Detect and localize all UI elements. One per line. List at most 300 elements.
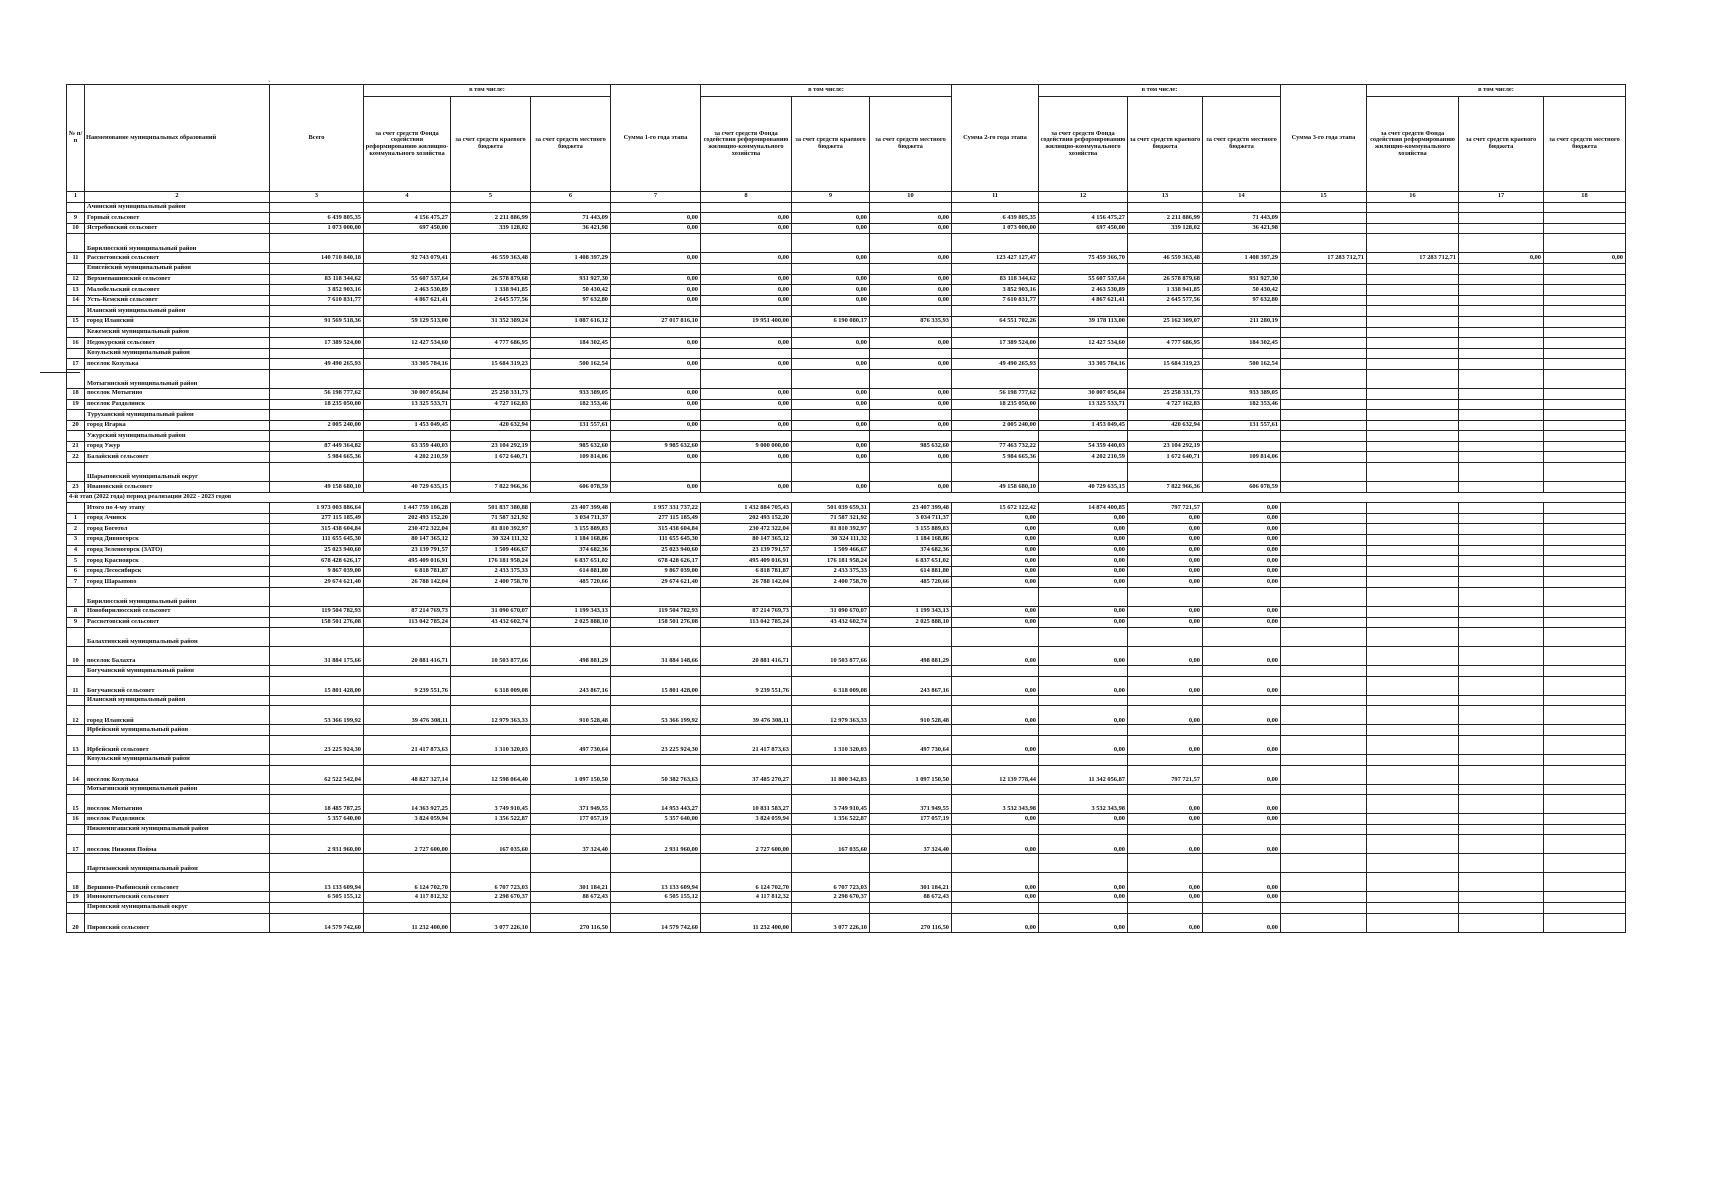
empty-cell	[701, 824, 792, 835]
municipality-name: Горный сельсовет	[85, 213, 270, 224]
amount-cell: 0,00	[611, 295, 701, 306]
amount-cell	[1459, 765, 1544, 784]
empty-cell	[1367, 410, 1459, 421]
empty-cell	[701, 369, 792, 388]
header-mest: за счет средств местного бюджета	[1203, 97, 1281, 192]
column-number: 6	[531, 192, 611, 203]
empty-cell	[1544, 463, 1626, 482]
amount-cell: 9 867 039,00	[611, 566, 701, 577]
empty-cell	[1459, 666, 1544, 677]
amount-cell: 371 949,55	[531, 795, 611, 814]
amount-cell: 1 073 000,00	[270, 223, 364, 234]
amount-cell: 3 532 343,98	[952, 795, 1039, 814]
empty-cell	[1203, 784, 1281, 795]
empty-cell	[1367, 234, 1459, 253]
amount-cell	[1367, 441, 1459, 452]
empty-cell	[1203, 348, 1281, 359]
empty-cell	[1203, 369, 1281, 388]
amount-cell	[1367, 513, 1459, 524]
amount-cell: 0,00	[952, 676, 1039, 695]
amount-cell: 0,00	[701, 213, 792, 224]
amount-cell: 64 551 702,26	[952, 316, 1039, 327]
amount-cell: 37 324,40	[531, 835, 611, 854]
budget-table-container	[66, 84, 1626, 933]
amount-cell: 0,00	[1128, 835, 1203, 854]
empty-cell	[270, 463, 364, 482]
amount-cell: 6 190 080,17	[792, 316, 870, 327]
amount-cell: 0,00	[1039, 873, 1128, 892]
amount-cell: 14 579 742,60	[270, 913, 364, 932]
amount-cell: 0,00	[1203, 566, 1281, 577]
amount-cell: 876 335,93	[870, 316, 952, 327]
amount-cell: 1 199 343,13	[870, 607, 952, 618]
amount-cell: 3 749 910,45	[792, 795, 870, 814]
row-number: 23	[67, 482, 85, 493]
amount-cell	[1544, 285, 1626, 296]
amount-cell: 0,00	[792, 359, 870, 370]
budget-table	[66, 84, 1626, 933]
amount-cell	[1367, 814, 1459, 825]
empty-cell	[792, 666, 870, 677]
amount-cell: 0,00	[952, 913, 1039, 932]
amount-cell: 6 837 651,02	[870, 556, 952, 567]
amount-cell: 0,00	[1128, 676, 1203, 695]
amount-cell: 119 504 782,93	[270, 607, 364, 618]
amount-cell	[1544, 735, 1626, 754]
amount-cell: 0,00	[870, 452, 952, 463]
amount-cell: 14 874 400,85	[1039, 503, 1128, 514]
empty-cell	[952, 327, 1039, 338]
empty-cell	[1367, 588, 1459, 607]
amount-cell	[1367, 892, 1459, 903]
district-name: Иланский муниципальный район	[85, 306, 270, 317]
empty-cell	[701, 666, 792, 677]
empty-cell	[531, 327, 611, 338]
amount-cell: 1 356 522,87	[451, 814, 531, 825]
amount-cell	[1367, 676, 1459, 695]
amount-cell: 301 184,21	[870, 873, 952, 892]
table-row	[67, 295, 1626, 306]
empty-cell	[1459, 306, 1544, 317]
amount-cell: 43 432 602,74	[451, 617, 531, 628]
amount-cell: 0,00	[701, 482, 792, 493]
amount-cell: 123 427 127,47	[952, 253, 1039, 264]
empty-cell	[270, 588, 364, 607]
empty-cell	[870, 725, 952, 736]
row-number: 12	[67, 706, 85, 725]
empty-cell	[1459, 369, 1544, 388]
amount-cell: 111 655 645,30	[611, 535, 701, 546]
amount-cell	[1544, 577, 1626, 588]
empty-cell	[1544, 431, 1626, 442]
empty-cell	[1459, 754, 1544, 765]
empty-cell	[1367, 824, 1459, 835]
row-number: 15	[67, 795, 85, 814]
municipality-name: Балайский сельсовет	[85, 452, 270, 463]
amount-cell: 6 439 805,35	[952, 213, 1039, 224]
amount-cell: 0,00	[701, 452, 792, 463]
amount-cell: 0,00	[792, 399, 870, 410]
amount-cell: 0,00	[611, 420, 701, 431]
amount-cell	[1544, 482, 1626, 493]
amount-cell	[1367, 274, 1459, 285]
amount-cell: 2 645 577,56	[1128, 295, 1203, 306]
amount-cell: 0,00	[952, 647, 1039, 666]
empty-cell	[364, 431, 451, 442]
amount-cell: 495 409 016,91	[701, 556, 792, 567]
amount-cell: 4 117 812,32	[364, 892, 451, 903]
empty-cell	[1128, 666, 1203, 677]
amount-cell	[1544, 295, 1626, 306]
amount-cell: 797 721,57	[1128, 503, 1203, 514]
amount-cell	[1281, 814, 1367, 825]
empty-cell	[611, 695, 701, 706]
amount-cell: 113 042 785,24	[364, 617, 451, 628]
empty-cell	[1128, 784, 1203, 795]
empty-cell	[1367, 695, 1459, 706]
stage-filler	[270, 492, 1626, 503]
amount-cell	[1281, 316, 1367, 327]
amount-cell: 1 447 759 106,28	[364, 503, 451, 514]
amount-cell: 4 202 210,59	[364, 452, 451, 463]
amount-cell: 0,00	[1039, 647, 1128, 666]
empty-cell	[364, 306, 451, 317]
amount-cell: 0,00	[952, 535, 1039, 546]
empty-cell	[451, 410, 531, 421]
empty-cell	[952, 263, 1039, 274]
row-number: 3	[67, 535, 85, 546]
empty-cell	[1039, 369, 1128, 388]
amount-cell	[1459, 814, 1544, 825]
table-row	[67, 814, 1626, 825]
empty-cell	[611, 463, 701, 482]
amount-cell: 270 116,50	[531, 913, 611, 932]
table-row	[67, 223, 1626, 234]
municipality-name: Верхнепашинский сельсовет	[85, 274, 270, 285]
amount-cell	[1544, 556, 1626, 567]
amount-cell	[1544, 452, 1626, 463]
empty-cell	[952, 202, 1039, 213]
amount-cell	[1544, 359, 1626, 370]
amount-cell: 131 557,61	[1203, 420, 1281, 431]
empty-cell	[1544, 824, 1626, 835]
amount-cell: 9 867 039,00	[270, 566, 364, 577]
amount-cell: 29 674 621,40	[611, 577, 701, 588]
amount-cell: 6 439 805,35	[270, 213, 364, 224]
empty-cell	[1281, 306, 1367, 317]
empty-cell	[792, 463, 870, 482]
empty-cell	[1128, 263, 1203, 274]
amount-cell	[1544, 892, 1626, 903]
empty-cell	[270, 725, 364, 736]
amount-cell: 0,00	[1203, 892, 1281, 903]
amount-cell	[1459, 535, 1544, 546]
amount-cell: 31 884 175,66	[270, 647, 364, 666]
empty-cell	[1544, 784, 1626, 795]
amount-cell: 0,00	[1203, 545, 1281, 556]
header-kray: за счет средств краевого бюджета	[451, 97, 531, 192]
amount-cell	[1544, 814, 1626, 825]
amount-cell: 0,00	[870, 482, 952, 493]
amount-cell	[1367, 913, 1459, 932]
amount-cell: 0,00	[1128, 617, 1203, 628]
amount-cell: 167 035,60	[792, 835, 870, 854]
amount-cell: 1 973 003 886,64	[270, 503, 364, 514]
amount-cell: 43 432 602,74	[792, 617, 870, 628]
amount-cell: 15 801 428,00	[270, 676, 364, 695]
empty-cell	[611, 754, 701, 765]
row-number: 6	[67, 566, 85, 577]
empty-cell	[1459, 824, 1544, 835]
amount-cell	[1544, 617, 1626, 628]
amount-cell: 131 557,61	[531, 420, 611, 431]
amount-cell	[1281, 420, 1367, 431]
empty-cell	[701, 902, 792, 913]
empty-cell	[1367, 628, 1459, 647]
municipality-name: Недокурский сельсовет	[85, 338, 270, 349]
amount-cell: 14 953 443,27	[611, 795, 701, 814]
empty-cell	[1281, 628, 1367, 647]
empty-cell	[451, 431, 531, 442]
empty-cell	[952, 784, 1039, 795]
empty-cell	[1367, 369, 1459, 388]
amount-cell	[1459, 545, 1544, 556]
empty-cell	[701, 431, 792, 442]
row-number: 19	[67, 399, 85, 410]
municipality-name: поселок Козулька	[85, 765, 270, 784]
empty-cell	[1039, 666, 1128, 677]
amount-cell: 75 459 366,70	[1039, 253, 1128, 264]
empty-cell	[870, 784, 952, 795]
amount-cell: 1 356 522,87	[792, 814, 870, 825]
empty-cell	[1203, 628, 1281, 647]
empty-cell	[1544, 854, 1626, 873]
empty-cell	[1544, 327, 1626, 338]
amount-cell: 21 417 873,63	[701, 735, 792, 754]
amount-cell: 277 115 185,49	[611, 513, 701, 524]
amount-cell: 23 225 924,30	[270, 735, 364, 754]
empty-cell	[701, 327, 792, 338]
amount-cell	[1459, 892, 1544, 903]
empty-cell	[701, 695, 792, 706]
district-name: Туруханский муниципальный район	[85, 410, 270, 421]
empty-cell	[870, 463, 952, 482]
amount-cell: 6 318 009,08	[451, 676, 531, 695]
table-row	[67, 513, 1626, 524]
amount-cell: 0,00	[1203, 647, 1281, 666]
empty-cell	[270, 327, 364, 338]
empty-cell	[792, 784, 870, 795]
empty-cell	[531, 754, 611, 765]
row-number: 1	[67, 513, 85, 524]
municipality-name: город Иланский	[85, 316, 270, 327]
row-number	[67, 784, 85, 795]
empty-cell	[1128, 628, 1203, 647]
municipality-name: Иннокентьевский сельсовет	[85, 892, 270, 903]
amount-cell: 3 155 889,83	[870, 524, 952, 535]
amount-cell: 87 214 769,73	[701, 607, 792, 618]
amount-cell: 1 672 640,71	[1128, 452, 1203, 463]
amount-cell: 91 569 518,36	[270, 316, 364, 327]
header-mest: за счет средств местного бюджета	[1544, 97, 1626, 192]
amount-cell: 0,00	[792, 253, 870, 264]
amount-cell: 56 198 777,62	[952, 388, 1039, 399]
amount-cell: 270 116,50	[870, 913, 952, 932]
district-row	[67, 628, 1626, 647]
empty-cell	[270, 431, 364, 442]
empty-cell	[1281, 666, 1367, 677]
amount-cell: 56 198 777,62	[270, 388, 364, 399]
amount-cell: 501 837 380,88	[451, 503, 531, 514]
empty-cell	[1128, 902, 1203, 913]
amount-cell: 10 503 877,66	[792, 647, 870, 666]
empty-cell	[270, 348, 364, 359]
amount-cell: 18 485 787,25	[270, 795, 364, 814]
empty-cell	[1039, 202, 1128, 213]
amount-cell: 697 450,00	[364, 223, 451, 234]
table-row	[67, 607, 1626, 618]
empty-cell	[1459, 695, 1544, 706]
empty-cell	[364, 202, 451, 213]
empty-cell	[1459, 588, 1544, 607]
amount-cell: 0,00	[701, 274, 792, 285]
amount-cell	[1367, 359, 1459, 370]
column-number: 12	[1039, 192, 1128, 203]
amount-cell: 1 408 397,29	[531, 253, 611, 264]
amount-cell	[1459, 274, 1544, 285]
amount-cell: 6 818 781,87	[364, 566, 451, 577]
amount-cell	[1459, 835, 1544, 854]
amount-cell: 1 453 049,45	[364, 420, 451, 431]
amount-cell: 0,00	[1203, 617, 1281, 628]
empty-cell	[611, 263, 701, 274]
row-number	[67, 854, 85, 873]
amount-cell	[1367, 566, 1459, 577]
row-number	[67, 754, 85, 765]
district-row	[67, 234, 1626, 253]
empty-cell	[364, 824, 451, 835]
amount-cell	[1281, 873, 1367, 892]
amount-cell: 0,00	[1128, 913, 1203, 932]
empty-cell	[1203, 431, 1281, 442]
amount-cell: 158 501 276,08	[611, 617, 701, 628]
empty-cell	[701, 784, 792, 795]
amount-cell: 1 509 466,67	[451, 545, 531, 556]
amount-cell: 5 357 640,00	[270, 814, 364, 825]
amount-cell: 0,00	[1039, 835, 1128, 854]
amount-cell: 0,00	[1128, 814, 1203, 825]
table-row	[67, 913, 1626, 932]
table-row	[67, 399, 1626, 410]
amount-cell	[1281, 913, 1367, 932]
amount-cell	[1367, 706, 1459, 725]
empty-cell	[952, 666, 1039, 677]
empty-cell	[792, 725, 870, 736]
municipality-name: Усть-Кемский сельсовет	[85, 295, 270, 306]
empty-cell	[792, 263, 870, 274]
amount-cell: 7 610 831,77	[270, 295, 364, 306]
amount-cell: 0,00	[1203, 706, 1281, 725]
column-number: 4	[364, 192, 451, 203]
row-number: 18	[67, 873, 85, 892]
empty-cell	[870, 348, 952, 359]
amount-cell: 0,00	[611, 452, 701, 463]
amount-cell: 1 338 941,85	[451, 285, 531, 296]
amount-cell	[1203, 441, 1281, 452]
empty-cell	[1459, 327, 1544, 338]
row-number: 17	[67, 359, 85, 370]
amount-cell: 26 578 879,68	[451, 274, 531, 285]
amount-cell	[1281, 482, 1367, 493]
district-name: Мотыгинский муниципальный район	[85, 369, 270, 388]
row-number: 7	[67, 577, 85, 588]
empty-cell	[270, 628, 364, 647]
empty-cell	[1367, 202, 1459, 213]
amount-cell: 6 837 651,02	[531, 556, 611, 567]
empty-cell	[1128, 410, 1203, 421]
amount-cell	[1544, 676, 1626, 695]
municipality-name: город Шарыпово	[85, 577, 270, 588]
amount-cell: 31 090 670,07	[792, 607, 870, 618]
amount-cell: 30 007 056,84	[364, 388, 451, 399]
empty-cell	[1367, 666, 1459, 677]
header-kray: за счет средств краевого бюджета	[1128, 97, 1203, 192]
empty-cell	[870, 369, 952, 388]
amount-cell: 39 476 308,11	[701, 706, 792, 725]
amount-cell: 111 655 645,30	[270, 535, 364, 546]
amount-cell	[1281, 513, 1367, 524]
row-number: 8	[67, 607, 85, 618]
amount-cell	[1459, 213, 1544, 224]
row-number	[67, 202, 85, 213]
amount-cell	[1281, 706, 1367, 725]
amount-cell	[1281, 647, 1367, 666]
amount-cell: 0,00	[870, 285, 952, 296]
amount-cell: 23 407 399,48	[870, 503, 952, 514]
amount-cell	[1459, 503, 1544, 514]
empty-cell	[531, 666, 611, 677]
amount-cell: 0,00	[1203, 577, 1281, 588]
amount-cell: 0,00	[701, 338, 792, 349]
header-fond: за счет средств Фонда содействия реформированию жилищно-коммунального хозяйства	[1367, 97, 1459, 192]
header-fond: за счет средств Фонда содействия реформированию жилищно-коммунального хозяйства	[364, 97, 451, 192]
amount-cell: 497 730,64	[531, 735, 611, 754]
empty-cell	[870, 628, 952, 647]
amount-cell	[1367, 452, 1459, 463]
empty-cell	[1039, 263, 1128, 274]
table-row	[67, 617, 1626, 628]
empty-cell	[531, 695, 611, 706]
row-number	[67, 263, 85, 274]
amount-cell: 25 023 940,60	[611, 545, 701, 556]
amount-cell: 0,00	[952, 513, 1039, 524]
empty-cell	[792, 902, 870, 913]
empty-cell	[611, 348, 701, 359]
amount-cell: 0,00	[1039, 676, 1128, 695]
amount-cell: 0,00	[870, 253, 952, 264]
amount-cell	[1459, 577, 1544, 588]
empty-cell	[611, 628, 701, 647]
empty-cell	[1039, 327, 1128, 338]
empty-cell	[531, 824, 611, 835]
empty-cell	[451, 725, 531, 736]
municipality-name: поселок Нижняя Пойма	[85, 835, 270, 854]
empty-cell	[531, 725, 611, 736]
empty-cell	[611, 306, 701, 317]
amount-cell	[1281, 388, 1367, 399]
empty-cell	[952, 854, 1039, 873]
amount-cell	[1367, 420, 1459, 431]
